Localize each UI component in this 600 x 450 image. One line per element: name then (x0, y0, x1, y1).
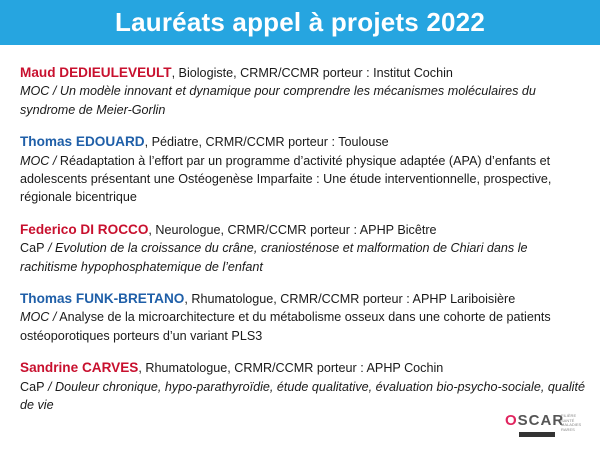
logo-wordmark: OSCAR (505, 412, 565, 429)
list-item (20, 359, 585, 414)
project-type: MOC / (20, 153, 57, 168)
laureate-role: , Rhumatologue, CRMR/CCMR porteur : APHP Lariboisière (184, 292, 516, 307)
project-type: CaP (20, 379, 45, 394)
laureate-name: Maud DEDIEULEVEULT (20, 65, 172, 80)
project-title: Analyse de la microarchitecture et du métabolisme osseux dans une cohorte de patients ostéoporotiques porteurs d’un variant PLS3 (20, 310, 551, 343)
laureate-role: , Biologiste, CRMR/CCMR porteur : Institut Cochin (171, 66, 453, 80)
laureate-name: Thomas EDOUARD (20, 134, 145, 150)
laureate-role: , Pédiatre, CRMR/CCMR porteur : Toulouse (144, 135, 389, 150)
laureate-name: Sandrine CARVES (20, 360, 139, 376)
project-title: Un modèle innovant et dynamique pour comprendre les mécanismes moléculaires du syndrome de Meier-Gorlin (20, 84, 536, 117)
laureate-role: , Rhumatologue, CRMR/CCMR porteur : APHP Cochin (138, 361, 444, 376)
project-type: MOC / (20, 84, 57, 99)
project-title: Réadaptation à l’effort par un programme d’activité physique adaptée (APA) d’enfants et adolescents présentant une Ostéogenèse Imparfaite : Une étude interventionnelle, prospective, régionale bicentrique (20, 153, 552, 205)
logo-bar (519, 432, 555, 437)
list-item (20, 221, 585, 276)
list-item (20, 290, 585, 345)
list-item (20, 133, 585, 207)
oscar-logo (505, 412, 585, 442)
list-item (20, 64, 585, 119)
project-title: / Douleur chronique, hypo-parathyroïdie, étude qualitative, évaluation bio-psycho-sociale, qualité de vie (20, 379, 585, 413)
page-title: Lauréats appel à projets 2022 (0, 0, 600, 45)
laureate-role: , Neurologue, CRMR/CCMR porteur : APHP Bicêtre (148, 222, 437, 237)
project-type: CaP (20, 241, 45, 256)
project-type: MOC / (20, 310, 57, 325)
laureates-list (20, 64, 585, 429)
laureate-name: Thomas FUNK-BRETANO (20, 291, 185, 307)
laureate-name: Federico DI ROCCO (20, 221, 149, 237)
logo-tagline: FILIÈRE SANTÉ MALADIES RARES (561, 413, 582, 432)
project-title: / Evolution de la croissance du crâne, craniosténose et malformation de Chiari dans le rachitisme hypophosphatemique de l’enfant (20, 241, 528, 274)
